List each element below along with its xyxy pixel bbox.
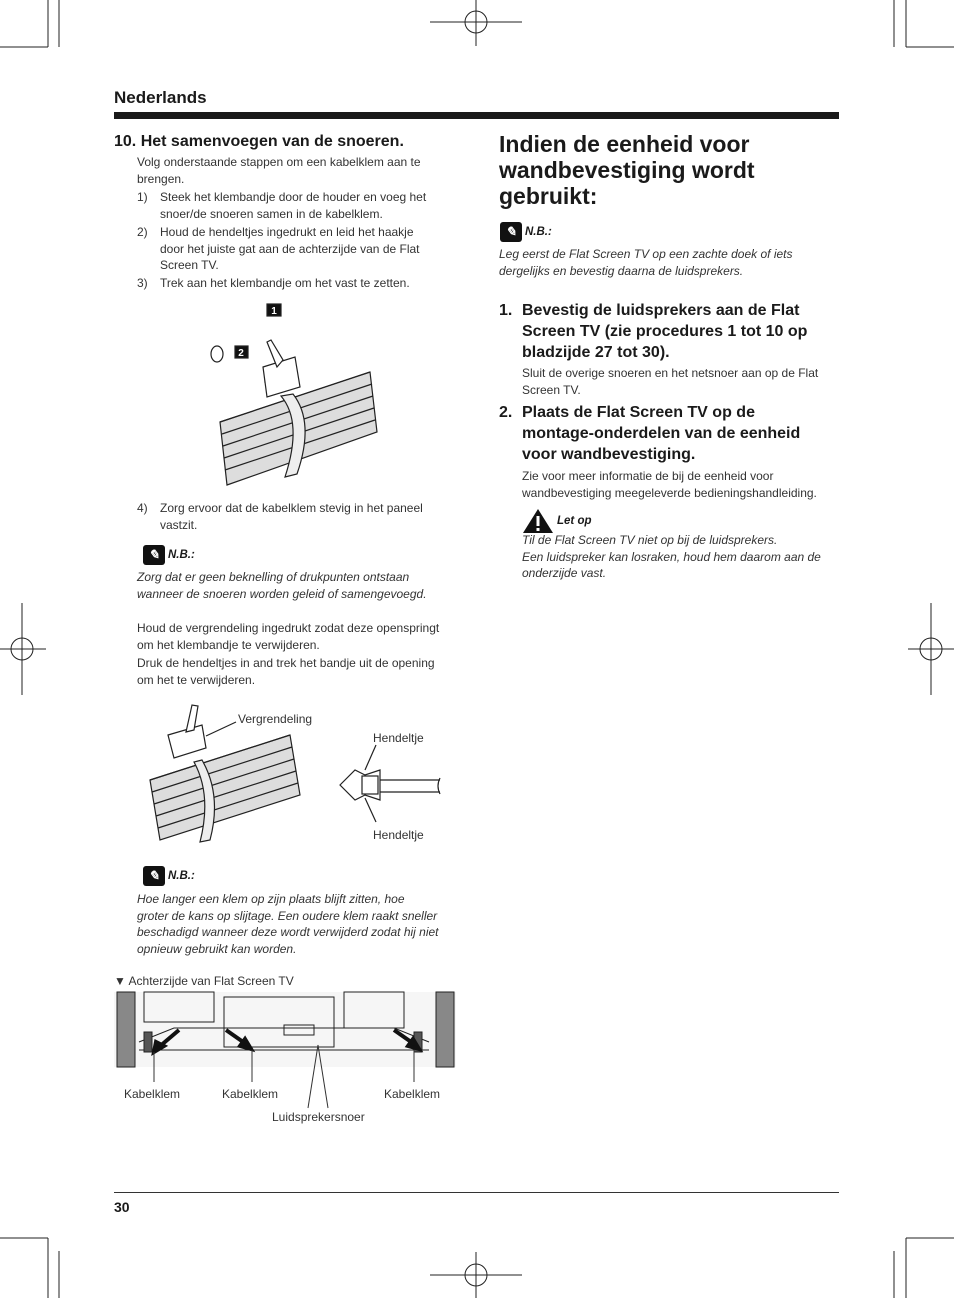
para-line: Druk de hendeltjes in and trek het bandje uit de opening	[137, 656, 435, 670]
page-number: 30	[114, 1199, 130, 1215]
fig1-marker-2: 2	[238, 348, 244, 359]
step-line: Screen TV.	[160, 258, 219, 272]
nb-note-1-header	[143, 545, 195, 565]
step-number: 3)	[137, 276, 148, 290]
para-line: om het klembandje te verwijderen.	[137, 637, 320, 652]
rear-view-caption: ▼ Achterzijde van Flat Screen TV	[114, 974, 294, 988]
release-paragraph-1	[137, 620, 467, 653]
pencil-note-icon: ✎	[500, 222, 522, 242]
step-number: 4)	[137, 501, 148, 515]
step-line: Steek het klembandje door de houder en voeg het	[160, 190, 427, 204]
footer-rule	[114, 1192, 839, 1193]
speaker-cord-pointer-lines	[293, 1040, 353, 1110]
tv-rear-view-illustration	[114, 992, 456, 1072]
step-title-line: Bevestig de luidsprekers aan de Flat	[522, 302, 800, 319]
step-body-line: Zie voor meer informatie de bij de eenheid voor	[522, 469, 774, 483]
caution-label: Let op	[557, 515, 592, 527]
right-step-2-body	[522, 468, 842, 501]
step-title-line: voor wandbevestiging.	[522, 446, 696, 463]
header-rule	[114, 112, 839, 119]
cable-clamp-mid-label: Kabelklem	[222, 1087, 279, 1101]
wall-mount-heading	[499, 131, 829, 209]
right-step-1-body	[522, 365, 842, 398]
nb-line: Zorg dat er geen beknelling of drukpunten ontstaan	[137, 570, 410, 584]
caution-line: onderzijde vast.	[522, 566, 607, 580]
nb-note-2-header	[143, 866, 195, 886]
nb-line: Hoe langer een klem op zijn plaats blijft zitten, hoe	[137, 892, 405, 906]
steps-1-3	[0, 189, 470, 299]
nb-label: N.B.:	[168, 549, 195, 561]
lock-label: Vergrendeling	[238, 712, 313, 726]
nb-note-1-text	[137, 569, 467, 602]
heading-line: Indien de eenheid voor	[499, 131, 750, 157]
caution-text	[522, 532, 842, 582]
heading-line: wandbevestiging wordt	[499, 157, 755, 183]
step-title-line: Screen TV (zie procedures 1 tot 10 op	[522, 323, 808, 340]
speaker-cord-label: Luidsprekersnoer	[272, 1110, 365, 1124]
right-step-2-number: 2.	[499, 404, 513, 421]
nb-line: dergelijks en bevestig daarna de luidsprekers.	[499, 263, 744, 278]
right-step-2-title	[522, 402, 842, 465]
cable-clamp-left-label: Kabelklem	[124, 1087, 181, 1101]
nb-line: opnieuw gebruikt kan worden.	[137, 941, 297, 956]
fig1-marker-1: 1	[271, 306, 277, 317]
nb-label: N.B.:	[525, 226, 552, 238]
step-body-line: Screen TV.	[522, 382, 581, 397]
nb-label: N.B.:	[168, 870, 195, 882]
para-line: om het te verwijderen.	[137, 672, 256, 687]
section-title: 10. Het samenvoegen van de snoeren.	[114, 133, 404, 150]
nb-note-2-text	[137, 891, 467, 957]
step-line: Trek aan het klembandje om het vast te zetten.	[160, 276, 410, 290]
pencil-note-icon: ✎	[143, 545, 165, 565]
step-number: 1)	[137, 190, 148, 204]
step-title-line: bladzijde 27 tot 30).	[522, 344, 670, 361]
step-title-line: montage-onderdelen van de eenheid	[522, 425, 801, 442]
caution-line: Til de Flat Screen TV niet op bij de luidsprekers.	[522, 533, 778, 547]
cable-clamp-right-label: Kabelklem	[384, 1087, 441, 1101]
nb-line: groter de kans op slijtage. Een oudere klem raakt sneller	[137, 908, 438, 923]
step-body-line: wandbevestiging meegeleverde bedieningshandleiding.	[522, 485, 817, 500]
nb-line: wanneer de snoeren worden geleid of samengevoegd.	[137, 586, 427, 601]
nb-line: Leg eerst de Flat Screen TV op een zachte doek of iets	[499, 247, 793, 261]
pencil-note-icon: ✎	[143, 866, 165, 886]
caution-header	[522, 508, 592, 534]
heading-line: gebruikt:	[499, 183, 598, 209]
step-4	[0, 500, 470, 536]
step-line: door het juiste gat aan de achterzijde van de Flat	[160, 241, 420, 256]
right-nb-header	[500, 222, 552, 242]
step-number: 2)	[137, 225, 148, 239]
lever-top-label: Hendeltje	[373, 731, 424, 745]
step-line: Houd de hendeltjes ingedrukt en leid het haakje	[160, 225, 414, 239]
nb-line: beschadigd wanneer deze wordt verwijderd zodat hij niet	[137, 925, 439, 939]
cable-clamp-illustration	[205, 302, 385, 482]
right-nb-text	[499, 246, 839, 279]
step-line: Zorg ervoor dat de kabelklem stevig in het paneel	[160, 501, 423, 515]
step-title-line: Plaats de Flat Screen TV op de	[522, 404, 755, 421]
step-line: vastzit.	[160, 517, 198, 532]
language-header: Nederlands	[114, 88, 207, 107]
para-line: Houd de vergrendeling ingedrukt zodat deze openspringt	[137, 621, 440, 635]
caution-line: Een luidspreker kan losraken, houd hem daarom aan de	[522, 549, 821, 564]
step-body-line: Sluit de overige snoeren en het netsnoer aan op de Flat	[522, 366, 819, 380]
warning-icon	[522, 508, 554, 534]
intro-text: Volg onderstaande stappen om een kabelklem aan te brengen.	[137, 155, 421, 186]
release-paragraph-2	[137, 655, 467, 688]
lever-bottom-label: Hendeltje	[373, 828, 424, 842]
right-step-1-number: 1.	[499, 302, 513, 319]
right-step-1-title	[522, 300, 842, 363]
step-line: snoer/de snoeren samen in de kabelklem.	[160, 206, 383, 221]
